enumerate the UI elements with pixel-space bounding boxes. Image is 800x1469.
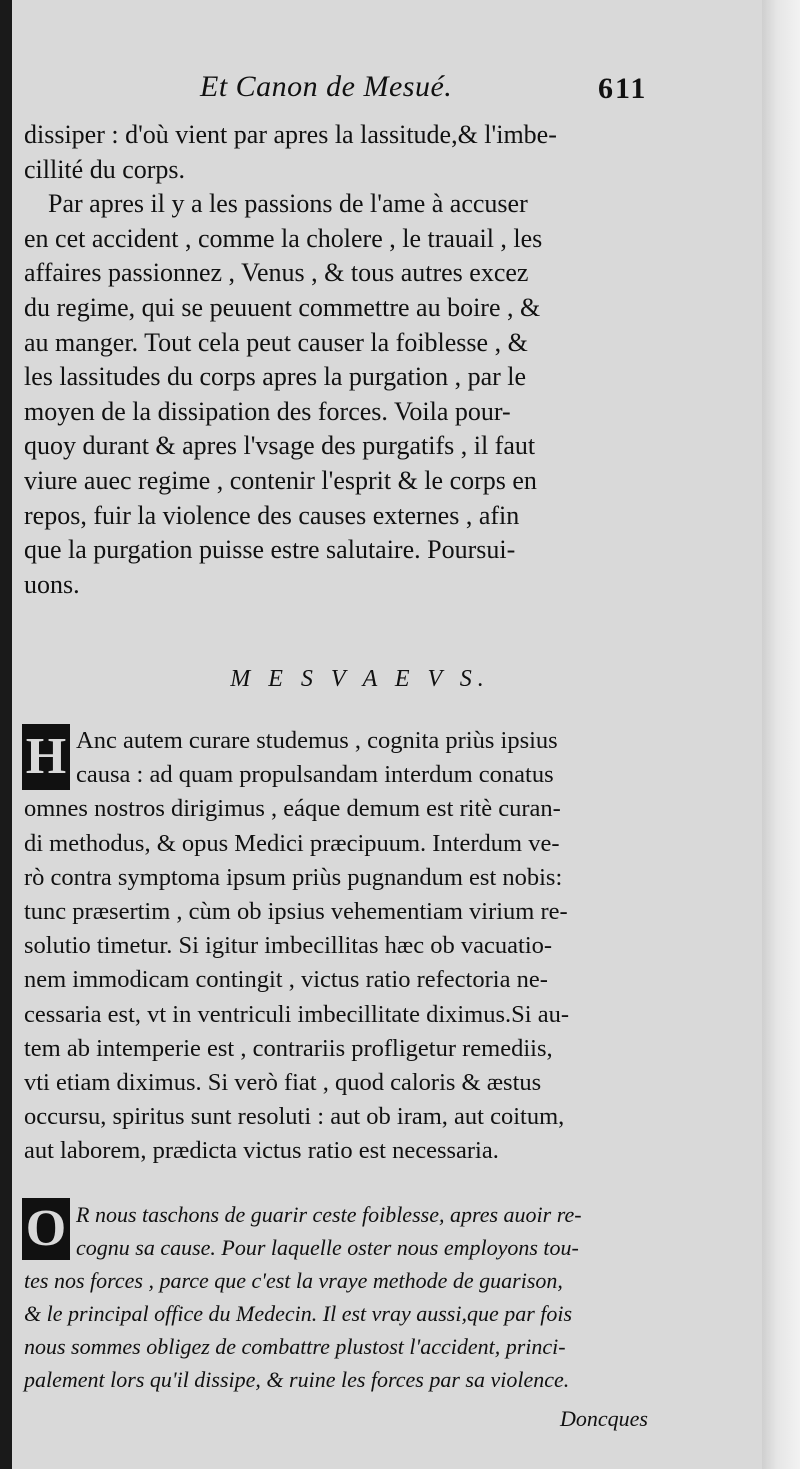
text-line: moyen de la dissipation des forces. Voila pour- [24, 396, 511, 426]
text-line: omnes nostros dirigimus , eáque demum est ritè curan- [24, 795, 561, 823]
text-line: Par apres il y a les passions de l'ame à accuser [48, 189, 528, 219]
text-line: quoy durant & apres l'vsage des purgatifs , il faut [24, 431, 536, 461]
text-line: nous sommes obligez de combattre plustost l'accident, princi- [24, 1334, 566, 1359]
text-line: que la purgation puisse estre salutaire. Poursui- [24, 535, 516, 565]
text-line: Anc autem curare studemus , cognita priùs ipsius [76, 727, 558, 754]
catchword: Doncques [560, 1406, 648, 1431]
page-number: 611 [598, 72, 648, 105]
text-line: causa : ad quam propulsandam interdum conatus [76, 761, 554, 789]
text-line: R nous taschons de guarir ceste foiblesse, apres auoir re- [76, 1202, 582, 1227]
text-line: les lassitudes du corps apres la purgation , par le [24, 362, 527, 392]
french-paragraph-2 [24, 1198, 684, 1396]
section-heading: M E S V A E V S. [230, 666, 490, 692]
text-line: solutio timetur. Si igitur imbecillitas hæc ob vacuatio- [24, 932, 553, 960]
text-line: affaires passionnez , Venus , & tous autres excez [24, 258, 529, 288]
latin-paragraph [24, 724, 684, 1168]
text-line: en cet accident , comme la cholere , le trauail , les [24, 223, 543, 253]
text-line: uons. [24, 569, 80, 599]
drop-cap-letter: H [25, 728, 67, 785]
text-line: vti etiam diximus. Si verò fiat , quod caloris & æstus [24, 1068, 542, 1096]
page-right-margin [762, 0, 800, 1469]
text-line: occursu, spiritus sunt resoluti : aut ob iram, aut coitum, [24, 1103, 565, 1131]
running-head: Et Canon de Mesué. [200, 70, 453, 103]
text-line: di methodus, & opus Medici præcipuum. Interdum ve- [24, 829, 560, 857]
text-line: viure auec regime , contenir l'esprit & le corps en [24, 465, 537, 495]
text-line: cognu sa cause. Pour laquelle oster nous employons tou- [76, 1235, 579, 1260]
text-line: tunc præsertim , cùm ob ipsius vehementiam virium re- [24, 897, 568, 925]
text-line: cessaria est, vt in ventriculi imbecillitate diximus.Si au- [24, 1000, 569, 1028]
text-line: nem immodicam contingit , victus ratio refectoria ne- [24, 966, 548, 994]
page-gutter-shadow [0, 0, 12, 1469]
text-line: cillité du corps. [24, 154, 186, 184]
drop-cap-letter: O [25, 1200, 67, 1257]
text-line: rò contra symptoma ipsum priùs pugnandum est nobis: [24, 863, 563, 891]
text-line: palement lors qu'il dissipe, & ruine les forces par sa violence. [24, 1367, 570, 1392]
page-header [0, 70, 700, 116]
text-line: aut laborem, prædicta victus ratio est necessaria. [24, 1137, 499, 1165]
text-line: au manger. Tout cela peut causer la foiblesse , & [24, 327, 528, 357]
text-line: & le principal office du Medecin. Il est vray aussi,que par fois [24, 1301, 573, 1326]
text-line: du regime, qui se peuuent commettre au boire , & [24, 292, 541, 322]
french-paragraph-1 [24, 118, 684, 602]
text-line: tem ab intemperie est , contrariis profligetur remediis, [24, 1034, 553, 1062]
text-line: dissiper : d'où vient par apres la lassitude,& l'imbe- [24, 120, 557, 149]
text-line: repos, fuir la violence des causes externes , afin [24, 500, 520, 530]
text-line: tes nos forces , parce que c'est la vraye methode de guarison, [24, 1268, 563, 1293]
